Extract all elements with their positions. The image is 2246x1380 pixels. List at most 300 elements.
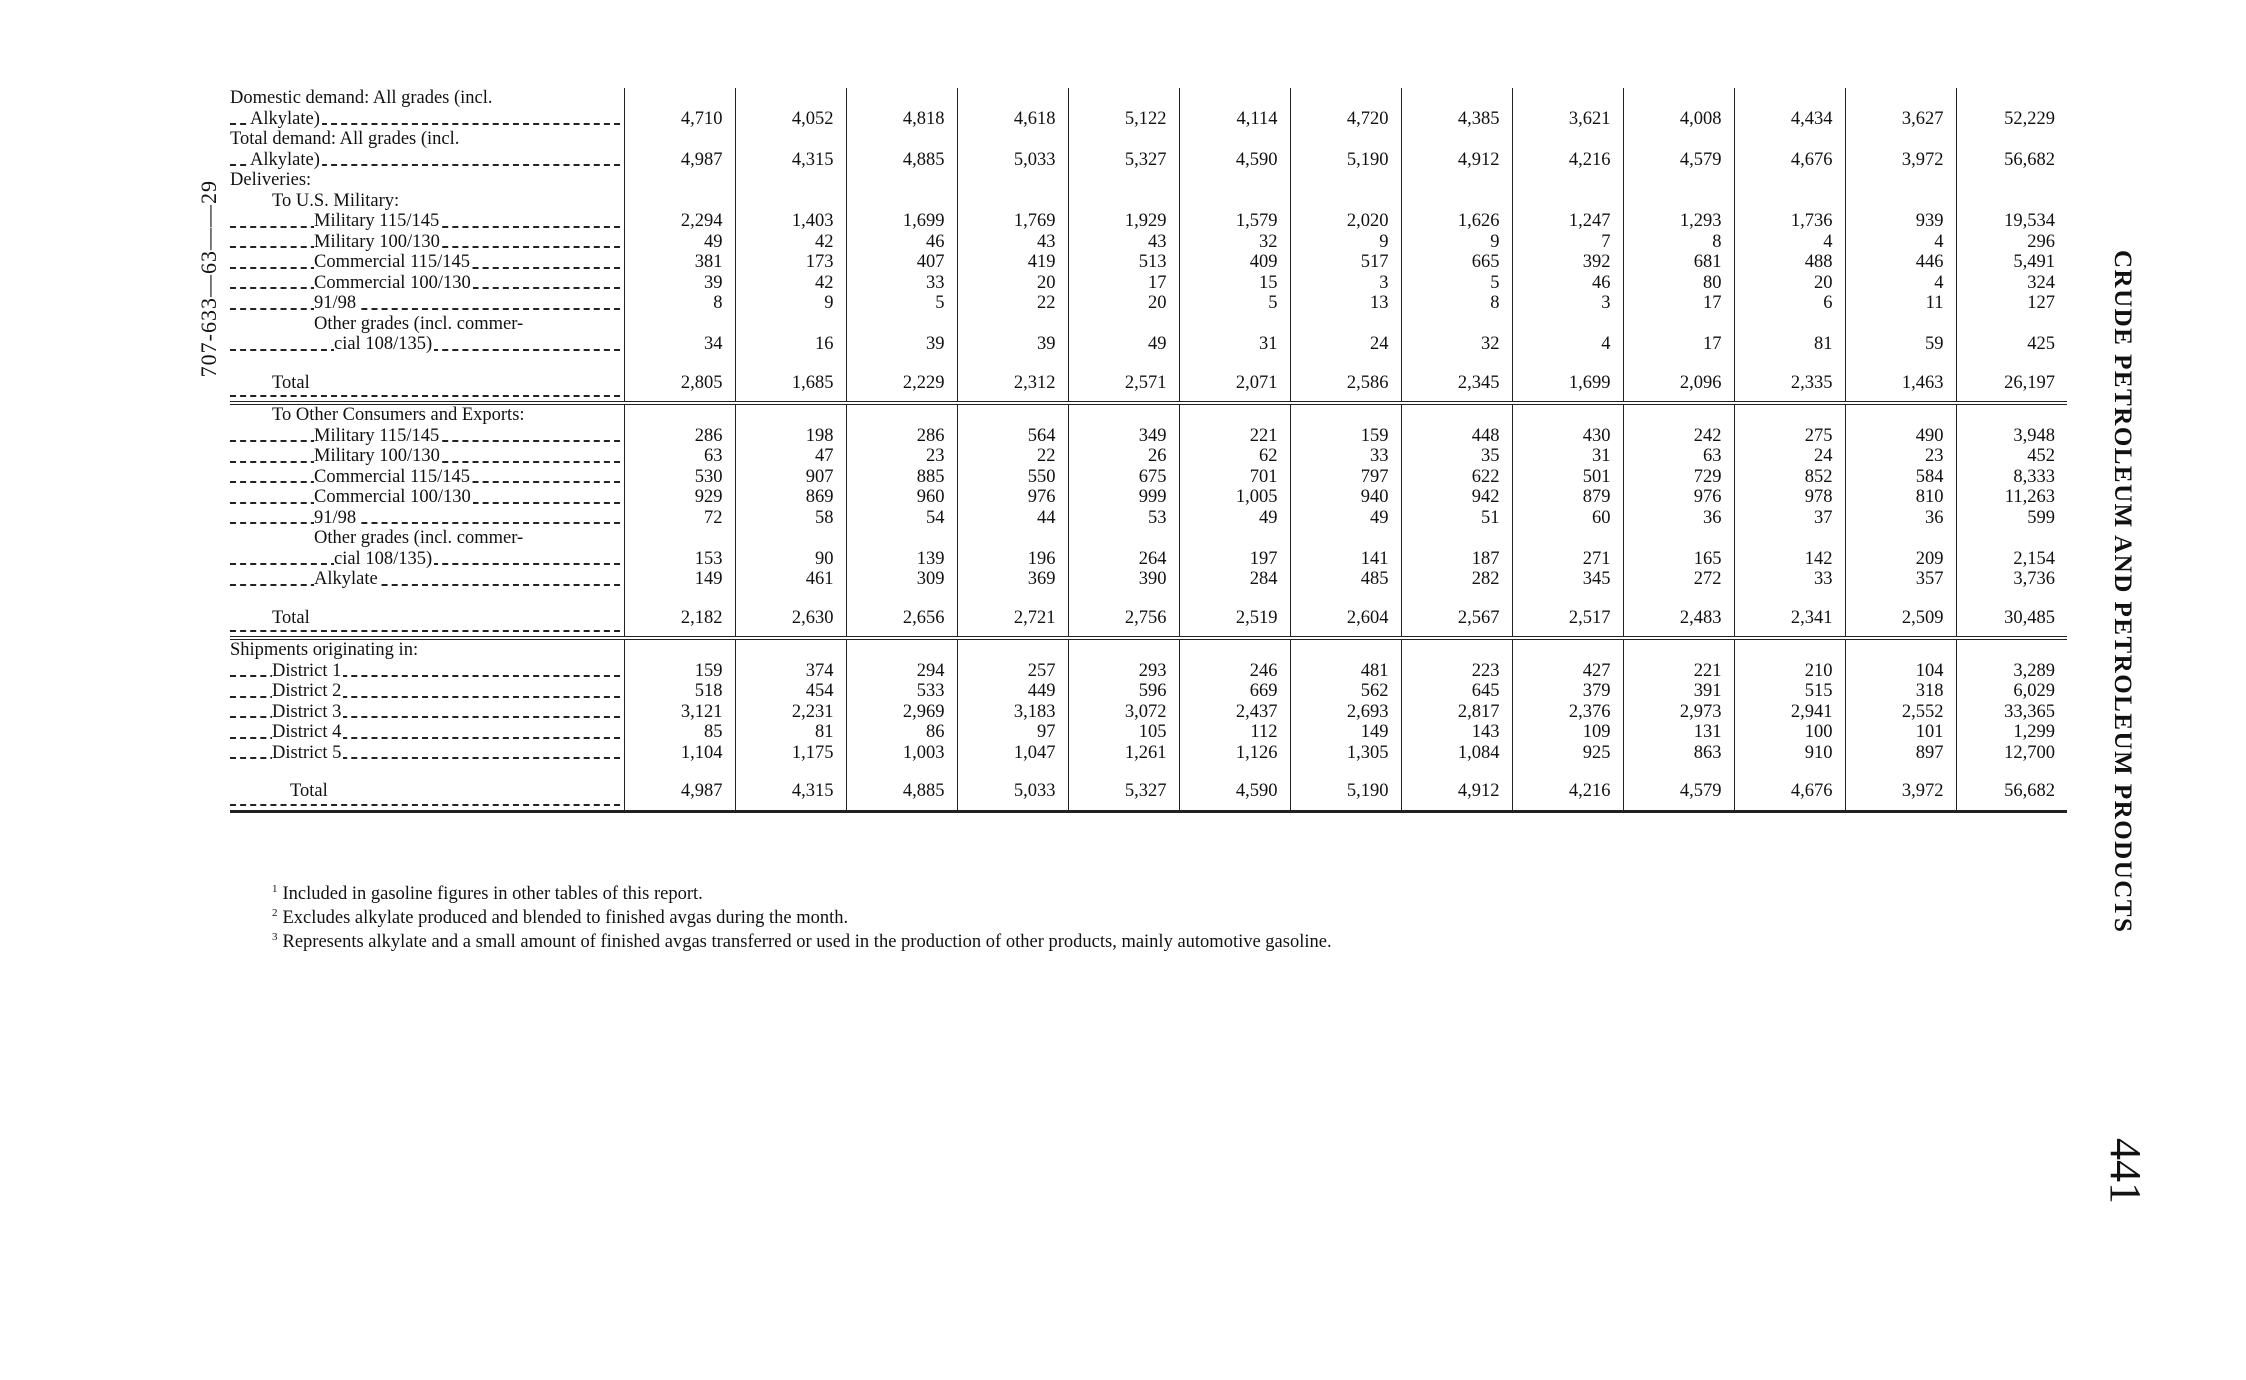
value-cell: 4,818 <box>846 88 957 129</box>
value-cell: 485 <box>1290 569 1401 590</box>
value-cell: 942 <box>1401 487 1512 508</box>
table-row <box>230 293 2067 314</box>
value-cell: 165 <box>1623 528 1734 569</box>
value-cell: 86 <box>846 722 957 743</box>
page-number: 441 <box>2101 1138 2150 1204</box>
value-cell: 39 <box>624 273 735 294</box>
value-cell: 221 <box>1179 426 1290 447</box>
value-cell: 488 <box>1734 252 1845 273</box>
value-cell: 17 <box>1623 314 1734 355</box>
value-cell <box>735 191 846 212</box>
row-label <box>230 293 624 314</box>
row-label <box>230 426 624 447</box>
value-cell <box>1845 403 1956 426</box>
value-cell: 430 <box>1512 426 1623 447</box>
row-label <box>230 681 624 702</box>
value-cell: 223 <box>1401 661 1512 682</box>
spacer-cell <box>624 590 735 604</box>
value-cell: 4 <box>1512 314 1623 355</box>
spacer-cell <box>957 590 1068 604</box>
spacer-cell <box>957 355 1068 369</box>
value-cell: 159 <box>1290 426 1401 447</box>
value-cell <box>1290 403 1401 426</box>
value-cell: 4,114 <box>1179 88 1290 129</box>
row-label <box>230 88 624 129</box>
value-cell <box>735 170 846 191</box>
spacer-row <box>230 355 2067 369</box>
value-cell <box>1845 191 1956 212</box>
value-cell: 2,517 <box>1512 604 1623 639</box>
value-cell: 31 <box>1512 446 1623 467</box>
value-cell: 461 <box>735 569 846 590</box>
table-row <box>230 508 2067 529</box>
value-cell: 409 <box>1179 252 1290 273</box>
section-heading-row <box>230 170 2067 191</box>
value-cell: 925 <box>1512 743 1623 764</box>
value-cell: 4,710 <box>624 88 735 129</box>
value-cell: 20 <box>957 273 1068 294</box>
value-cell: 54 <box>846 508 957 529</box>
spacer-cell <box>846 590 957 604</box>
spacer-cell <box>1845 590 1956 604</box>
value-cell: 5,122 <box>1068 88 1179 129</box>
value-cell <box>1401 403 1512 426</box>
value-cell: 20 <box>1734 273 1845 294</box>
value-cell: 9 <box>735 293 846 314</box>
value-cell: 24 <box>1290 314 1401 355</box>
print-code: 707-633—63——29 <box>196 180 221 378</box>
statistics-table-container <box>230 88 2066 813</box>
value-cell: 5 <box>1179 293 1290 314</box>
value-cell: 221 <box>1623 661 1734 682</box>
value-cell: 42 <box>735 273 846 294</box>
spacer-cell <box>1956 355 2067 369</box>
value-cell: 12,700 <box>1956 743 2067 764</box>
value-cell: 381 <box>624 252 735 273</box>
row-label <box>230 777 624 811</box>
value-cell: 515 <box>1734 681 1845 702</box>
value-cell: 425 <box>1956 314 2067 355</box>
footnote <box>272 880 1332 904</box>
value-cell: 2,721 <box>957 604 1068 639</box>
value-cell <box>1401 638 1512 661</box>
value-cell: 30,485 <box>1956 604 2067 639</box>
value-cell: 32 <box>1401 314 1512 355</box>
row-label <box>230 638 624 661</box>
value-cell: 4,912 <box>1401 777 1512 811</box>
row-label-text: Other grades (incl. commer- <box>314 528 524 548</box>
row-label <box>230 487 624 508</box>
table-row <box>230 426 2067 447</box>
value-cell: 564 <box>957 426 1068 447</box>
value-cell <box>735 403 846 426</box>
spacer-cell <box>735 763 846 777</box>
row-label-text: Total <box>290 781 328 801</box>
value-cell: 4,676 <box>1734 129 1845 170</box>
value-cell: 481 <box>1290 661 1401 682</box>
value-cell: 3,072 <box>1068 702 1179 723</box>
value-cell: 272 <box>1623 569 1734 590</box>
value-cell: 4,912 <box>1401 129 1512 170</box>
value-cell: 60 <box>1512 508 1623 529</box>
value-cell <box>1623 191 1734 212</box>
value-cell: 1,626 <box>1401 211 1512 232</box>
value-cell: 701 <box>1179 467 1290 488</box>
section-heading-row <box>230 638 2067 661</box>
table-row <box>230 569 2067 590</box>
value-cell: 149 <box>1290 722 1401 743</box>
value-cell: 2,229 <box>846 369 957 404</box>
value-cell: 1,104 <box>624 743 735 764</box>
value-cell <box>1845 170 1956 191</box>
value-cell: 80 <box>1623 273 1734 294</box>
row-label <box>230 403 624 426</box>
value-cell: 13 <box>1290 293 1401 314</box>
value-cell: 15 <box>1179 273 1290 294</box>
row-label <box>230 252 624 273</box>
row-label-text: Domestic demand: All grades (incl. <box>230 88 493 108</box>
value-cell: 49 <box>1290 508 1401 529</box>
value-cell: 2,509 <box>1845 604 1956 639</box>
value-cell: 4,385 <box>1401 88 1512 129</box>
value-cell <box>1290 638 1401 661</box>
value-cell <box>1179 170 1290 191</box>
row-label-text: Commercial 100/130 <box>314 487 471 507</box>
spacer-cell <box>1845 763 1956 777</box>
spacer-cell <box>1290 763 1401 777</box>
value-cell <box>1734 191 1845 212</box>
value-cell: 562 <box>1290 681 1401 702</box>
value-cell: 6,029 <box>1956 681 2067 702</box>
row-label-text: Military 100/130 <box>314 231 440 252</box>
value-cell: 419 <box>957 252 1068 273</box>
row-label-text: Military 100/130 <box>314 446 440 466</box>
value-cell: 8 <box>624 293 735 314</box>
value-cell: 1,293 <box>1623 211 1734 232</box>
value-cell: 282 <box>1401 569 1512 590</box>
value-cell: 1,047 <box>957 743 1068 764</box>
value-cell: 19,534 <box>1956 211 2067 232</box>
value-cell: 999 <box>1068 487 1179 508</box>
value-cell: 4,315 <box>735 777 846 811</box>
value-cell: 26,197 <box>1956 369 2067 404</box>
value-cell <box>1845 638 1956 661</box>
row-label-text: Alkylate) <box>250 108 320 129</box>
value-cell: 187 <box>1401 528 1512 569</box>
value-cell <box>1068 638 1179 661</box>
value-cell: 56,682 <box>1956 129 2067 170</box>
value-cell: 2,817 <box>1401 702 1512 723</box>
value-cell <box>1290 170 1401 191</box>
value-cell: 3,972 <box>1845 129 1956 170</box>
total-row <box>230 777 2067 811</box>
spacer-cell <box>1068 590 1179 604</box>
value-cell: 960 <box>846 487 957 508</box>
footnote-text: Included in gasoline figures in other tables of this report. <box>282 884 703 905</box>
value-cell <box>1401 191 1512 212</box>
value-cell: 2,969 <box>846 702 957 723</box>
value-cell: 46 <box>846 232 957 253</box>
value-cell: 5,190 <box>1290 777 1401 811</box>
table-row <box>230 129 2067 170</box>
value-cell: 271 <box>1512 528 1623 569</box>
value-cell: 379 <box>1512 681 1623 702</box>
value-cell: 3 <box>1512 293 1623 314</box>
value-cell: 26 <box>1068 446 1179 467</box>
row-label-text: Alkylate <box>314 569 378 589</box>
value-cell: 4,590 <box>1179 129 1290 170</box>
spacer-cell <box>1290 590 1401 604</box>
row-label-text: District 4 <box>272 722 342 742</box>
total-row <box>230 604 2067 639</box>
spacer-cell <box>846 355 957 369</box>
value-cell: 109 <box>1512 722 1623 743</box>
value-cell: 879 <box>1512 487 1623 508</box>
value-cell: 929 <box>624 487 735 508</box>
value-cell: 264 <box>1068 528 1179 569</box>
spacer-row <box>230 763 2067 777</box>
value-cell: 4,987 <box>624 129 735 170</box>
value-cell: 104 <box>1845 661 1956 682</box>
value-cell: 2,604 <box>1290 604 1401 639</box>
value-cell: 35 <box>1401 446 1512 467</box>
spacer-cell <box>1401 355 1512 369</box>
value-cell: 36 <box>1845 508 1956 529</box>
value-cell: 2,096 <box>1623 369 1734 404</box>
row-label <box>230 508 624 529</box>
value-cell: 976 <box>957 487 1068 508</box>
value-cell: 32 <box>1179 232 1290 253</box>
value-cell: 7 <box>1512 232 1623 253</box>
value-cell: 2,483 <box>1623 604 1734 639</box>
value-cell: 1,685 <box>735 369 846 404</box>
value-cell: 293 <box>1068 661 1179 682</box>
spacer-cell <box>230 763 624 777</box>
value-cell <box>1512 170 1623 191</box>
value-cell: 584 <box>1845 467 1956 488</box>
value-cell: 33 <box>846 273 957 294</box>
footnotes <box>272 880 1332 952</box>
value-cell: 17 <box>1068 273 1179 294</box>
value-cell: 20 <box>1068 293 1179 314</box>
value-cell: 1,003 <box>846 743 957 764</box>
row-label-text: Military 115/145 <box>314 425 440 446</box>
value-cell <box>1512 191 1623 212</box>
value-cell: 6 <box>1734 293 1845 314</box>
table-row <box>230 314 2067 355</box>
value-cell: 345 <box>1512 569 1623 590</box>
section-heading-row <box>230 191 2067 212</box>
row-label <box>230 722 624 743</box>
value-cell: 149 <box>624 569 735 590</box>
spacer-cell <box>1401 590 1512 604</box>
value-cell: 23 <box>1845 446 1956 467</box>
value-cell: 8 <box>1401 293 1512 314</box>
value-cell <box>1179 638 1290 661</box>
value-cell: 1,005 <box>1179 487 1290 508</box>
value-cell: 242 <box>1623 426 1734 447</box>
value-cell: 2,630 <box>735 604 846 639</box>
value-cell: 1,736 <box>1734 211 1845 232</box>
value-cell: 5,491 <box>1956 252 2067 273</box>
spacer-cell <box>1845 355 1956 369</box>
value-cell: 885 <box>846 467 957 488</box>
spacer-row <box>230 590 2067 604</box>
row-label <box>230 369 624 404</box>
table-row <box>230 487 2067 508</box>
value-cell: 56,682 <box>1956 777 2067 811</box>
value-cell: 369 <box>957 569 1068 590</box>
value-cell: 33 <box>1290 446 1401 467</box>
value-cell: 2,231 <box>735 702 846 723</box>
value-cell: 2,571 <box>1068 369 1179 404</box>
value-cell: 4 <box>1845 273 1956 294</box>
value-cell: 52,229 <box>1956 88 2067 129</box>
value-cell: 452 <box>1956 446 2067 467</box>
value-cell: 645 <box>1401 681 1512 702</box>
row-label-text: cial 108/135) <box>334 334 433 354</box>
value-cell <box>1734 403 1845 426</box>
spacer-cell <box>1068 763 1179 777</box>
value-cell: 36 <box>1623 508 1734 529</box>
row-label-text: Other grades (incl. commer- <box>314 313 524 334</box>
value-cell: 863 <box>1623 743 1734 764</box>
row-label <box>230 604 624 639</box>
value-cell: 24 <box>1734 446 1845 467</box>
value-cell: 665 <box>1401 252 1512 273</box>
value-cell: 939 <box>1845 211 1956 232</box>
value-cell: 4,885 <box>846 129 957 170</box>
value-cell: 2,552 <box>1845 702 1956 723</box>
value-cell <box>1290 191 1401 212</box>
value-cell: 1,175 <box>735 743 846 764</box>
row-label-text: Shipments originating in: <box>230 640 419 660</box>
value-cell <box>846 403 957 426</box>
spacer-cell <box>1956 590 2067 604</box>
value-cell <box>1956 403 2067 426</box>
value-cell <box>624 191 735 212</box>
value-cell: 5,327 <box>1068 777 1179 811</box>
value-cell: 675 <box>1068 467 1179 488</box>
value-cell <box>1068 403 1179 426</box>
value-cell: 1,699 <box>1512 369 1623 404</box>
value-cell: 100 <box>1734 722 1845 743</box>
row-label-text: District 1 <box>272 660 342 681</box>
value-cell: 869 <box>735 487 846 508</box>
spacer-cell <box>1179 763 1290 777</box>
spacer-cell <box>1512 763 1623 777</box>
value-cell: 3 <box>1290 273 1401 294</box>
value-cell: 2,020 <box>1290 211 1401 232</box>
footnote-mark: 3 <box>272 931 278 944</box>
value-cell: 2,376 <box>1512 702 1623 723</box>
value-cell: 4,590 <box>1179 777 1290 811</box>
row-label-text: Alkylate) <box>250 149 320 170</box>
row-label-text: Military 115/145 <box>314 211 440 231</box>
value-cell: 390 <box>1068 569 1179 590</box>
value-cell: 391 <box>1623 681 1734 702</box>
value-cell: 49 <box>1068 314 1179 355</box>
value-cell: 197 <box>1179 528 1290 569</box>
table-body <box>230 88 2067 811</box>
row-label <box>230 191 624 212</box>
value-cell: 5,033 <box>957 777 1068 811</box>
table-row <box>230 273 2067 294</box>
value-cell: 141 <box>1290 528 1401 569</box>
value-cell: 530 <box>624 467 735 488</box>
value-cell: 448 <box>1401 426 1512 447</box>
value-cell: 5 <box>1401 273 1512 294</box>
row-label <box>230 702 624 723</box>
value-cell <box>1068 170 1179 191</box>
value-cell: 62 <box>1179 446 1290 467</box>
row-label <box>230 528 624 569</box>
row-label-text: Total <box>272 607 310 628</box>
value-cell: 105 <box>1068 722 1179 743</box>
value-cell: 22 <box>957 446 1068 467</box>
value-cell <box>846 191 957 212</box>
value-cell: 53 <box>1068 508 1179 529</box>
value-cell: 4,052 <box>735 88 846 129</box>
value-cell: 112 <box>1179 722 1290 743</box>
row-label <box>230 569 624 590</box>
value-cell: 3,121 <box>624 702 735 723</box>
spacer-cell <box>1623 763 1734 777</box>
value-cell: 910 <box>1734 743 1845 764</box>
value-cell: 907 <box>735 467 846 488</box>
row-label-text: Total demand: All grades (incl. <box>230 129 460 149</box>
row-label <box>230 232 624 253</box>
section-heading-row <box>230 403 2067 426</box>
value-cell: 1,261 <box>1068 743 1179 764</box>
value-cell: 4,987 <box>624 777 735 811</box>
spacer-cell <box>1956 763 2067 777</box>
value-cell: 349 <box>1068 426 1179 447</box>
value-cell: 357 <box>1845 569 1956 590</box>
row-label-text: To Other Consumers and Exports: <box>272 405 525 425</box>
row-label <box>230 743 624 764</box>
value-cell: 159 <box>624 661 735 682</box>
value-cell: 42 <box>735 232 846 253</box>
value-cell: 4 <box>1734 232 1845 253</box>
value-cell: 3,621 <box>1512 88 1623 129</box>
row-label-text: Total <box>272 372 310 393</box>
value-cell <box>1956 638 2067 661</box>
value-cell: 4,885 <box>846 777 957 811</box>
value-cell: 11,263 <box>1956 487 2067 508</box>
value-cell: 1,084 <box>1401 743 1512 764</box>
value-cell: 257 <box>957 661 1068 682</box>
value-cell: 49 <box>1179 508 1290 529</box>
row-label-text: cial 108/135) <box>334 548 433 569</box>
value-cell <box>1956 170 2067 191</box>
value-cell <box>624 403 735 426</box>
value-cell: 142 <box>1734 528 1845 569</box>
value-cell: 2,586 <box>1290 369 1401 404</box>
row-label <box>230 446 624 467</box>
value-cell <box>735 638 846 661</box>
spacer-cell <box>230 355 624 369</box>
value-cell: 2,693 <box>1290 702 1401 723</box>
value-cell: 31 <box>1179 314 1290 355</box>
value-cell: 2,973 <box>1623 702 1734 723</box>
value-cell: 143 <box>1401 722 1512 743</box>
value-cell: 3,736 <box>1956 569 2067 590</box>
row-label-text: Deliveries: <box>230 170 312 190</box>
value-cell: 101 <box>1845 722 1956 743</box>
table-row <box>230 661 2067 682</box>
spacer-cell <box>1734 763 1845 777</box>
